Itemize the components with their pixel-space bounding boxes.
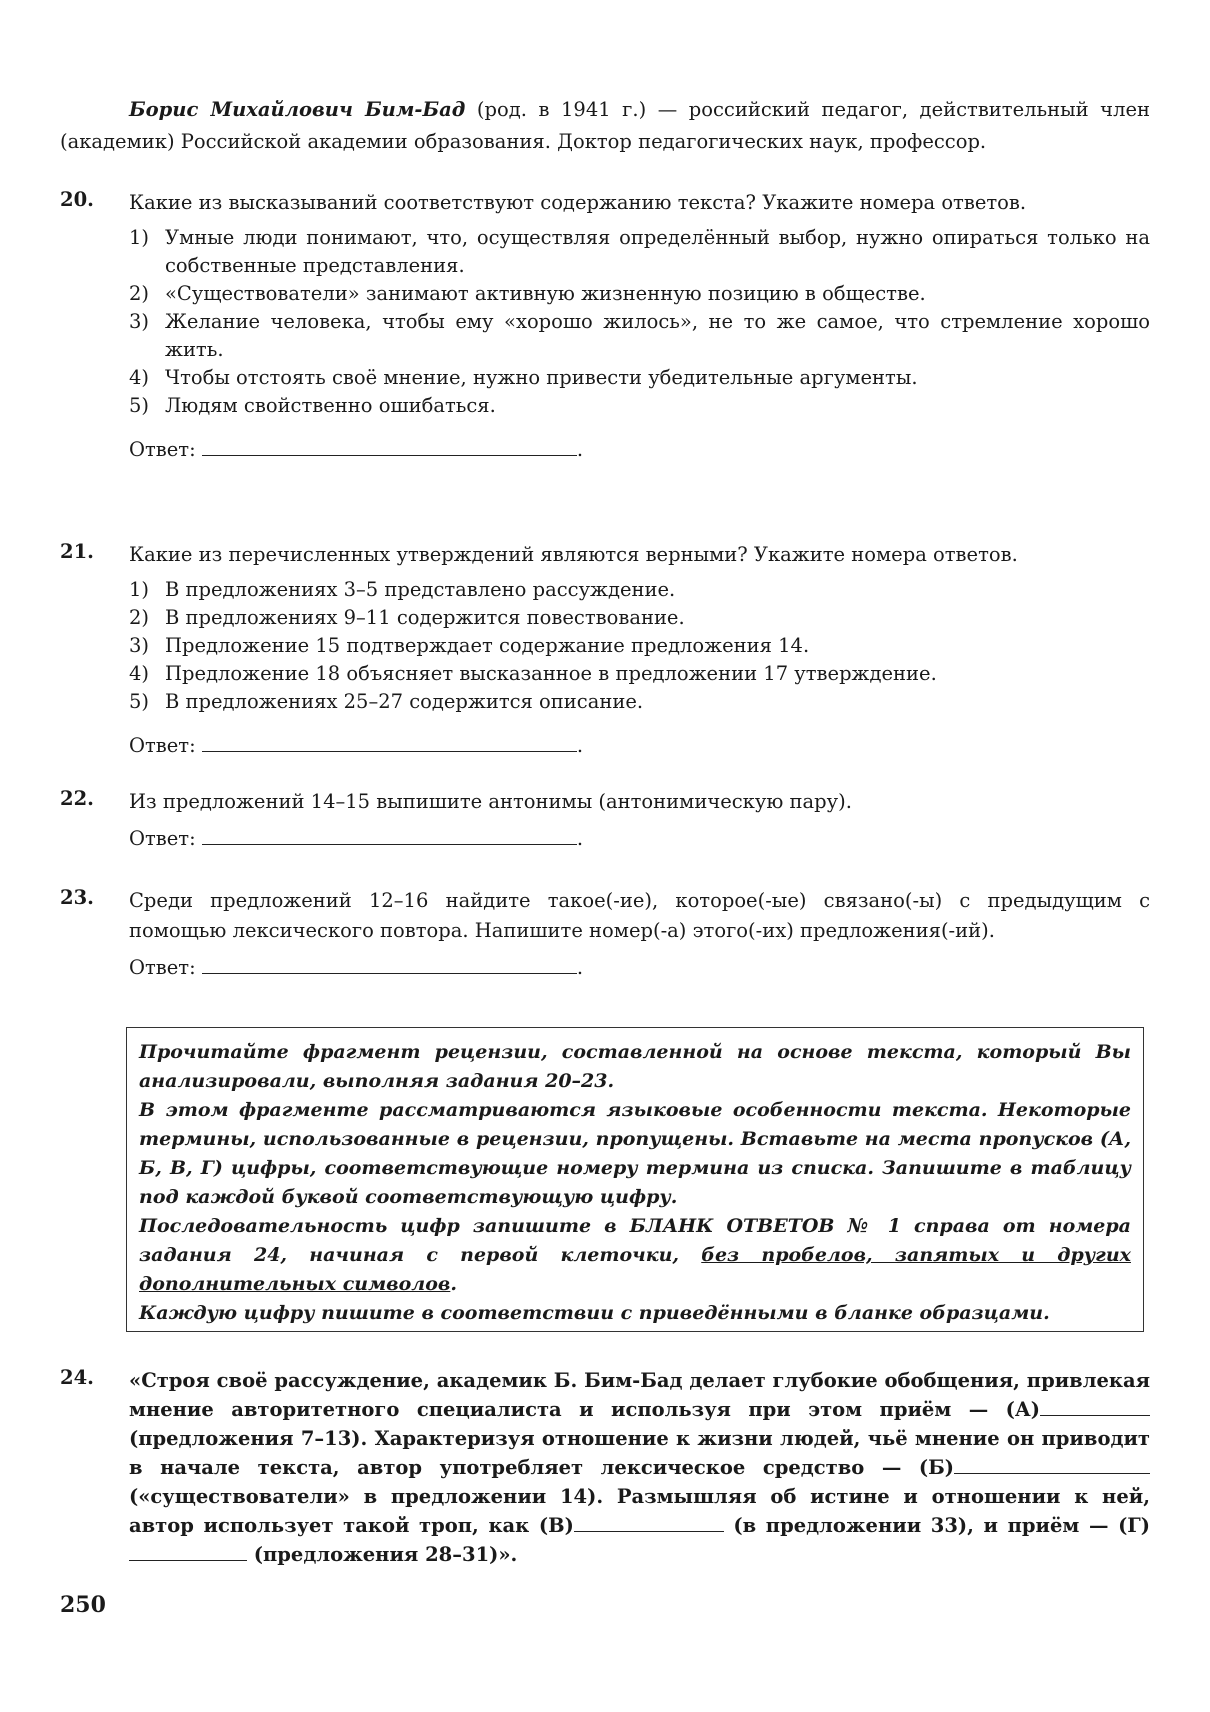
option-item [129,392,1150,420]
task-question: Среди предложений 12–16 найдите такое(-ие), которое(-ые) связано(-ы) с предыдущим с помощью лексического повтора. Напишите номер(-а) этого(-их) предложения(-ий). [129,889,1150,942]
review-text: («существователи» в предложении 14). Размышляя об истине и отношении к ней, автор использует такой троп, как (В) [129,1485,1150,1537]
review-text: (в предложении 33), и приём — (Г) [723,1514,1150,1537]
blank-a[interactable] [1040,1397,1150,1416]
task-22 [60,787,1150,853]
option-text: Предложение 18 объясняет высказанное в предложении 17 утверждение. [165,662,937,685]
option-text: В предложениях 9–11 содержится повествование. [165,606,685,629]
option-text: Людям свойственно ошибаться. [165,394,496,417]
blank-v[interactable] [574,1513,724,1532]
option-number: 4) [129,366,150,389]
answer-field[interactable] [202,826,577,845]
option-item [129,688,1150,716]
instruction-text: Последовательность цифр запишите в БЛАНК ОТВЕТОВ № 1 справа от номера задания 24, начиная с первой клеточки, [139,1215,1131,1266]
page-number: 250 [60,1592,106,1618]
option-text: Желание человека, чтобы ему «хорошо жилось», не то же самое, что стремление хорошо жить. [165,310,1150,361]
option-item [129,660,1150,688]
option-text: Умные люди понимают, что, осуществляя определённый выбор, нужно опираться только на собственные представления. [165,226,1150,277]
instruction-text: . [450,1273,457,1295]
review-text: (предложения 7–13). Характеризуя отношение к жизни людей, чьё мнение он приводит в начале текста, автор употребляет лексическое средство — (Б) [129,1427,1150,1479]
instruction-paragraph [139,1212,1131,1299]
option-item [129,308,1150,364]
task-number: 22. [60,787,94,810]
task-question [129,1366,1150,1569]
answer-field[interactable] [202,733,577,752]
blank-b[interactable] [954,1455,1150,1474]
answer-field[interactable] [202,955,577,974]
task-21 [60,540,1150,760]
task-question: Какие из высказываний соответствуют содержанию текста? Укажите номера ответов. [129,191,1027,214]
answer-field[interactable] [202,437,577,456]
answer-row: Ответ: . [129,827,584,850]
author-bio [60,94,1150,158]
instruction-underlined: без пробелов, запятых и других дополнительных символов [139,1244,1131,1295]
option-text: «Существователи» занимают активную жизненную позицию в обществе. [165,282,926,305]
option-item [129,576,1150,604]
option-item [129,280,1150,308]
answer-row: Ответ: . [129,734,584,757]
task-20 [60,188,1150,464]
review-text: (предложения 28–31)». [247,1543,518,1566]
options-list [129,224,1150,420]
instruction-paragraph: Каждую цифру пишите в соответствии с приведёнными в бланке образцами. [139,1302,1050,1324]
option-item [129,224,1150,280]
task-24 [60,1366,1150,1569]
option-text: В предложениях 25–27 содержится описание. [165,690,644,713]
answer-row: Ответ: . [129,438,584,461]
author-bio-text: (род. в 1941 г.) — российский педагог, действительный член (академик) Российской академии образования. Доктор педагогических наук, профессор. [60,98,1150,153]
options-list [129,576,1150,716]
option-number: 5) [129,690,150,713]
instruction-paragraph: В этом фрагменте рассматриваются языковые особенности текста. Некоторые термины, использованные в рецензии, пропущены. Вставьте на места пропусков (А, Б, В, Г) цифры, соответствующие номеру термина из списка. Запишите в таблицу под каждой буквой соответствующую цифру. [139,1099,1131,1208]
option-number: 1) [129,578,150,601]
task-number: 20. [60,188,94,211]
answer-row: Ответ: . [129,956,584,979]
review-text: «Строя своё рассуждение, академик Б. Бим-Бад делает глубокие обобщения, привлекая мнение авторитетного специалиста и используя при этом приём — (А) [129,1369,1150,1421]
option-number: 4) [129,662,150,685]
blank-g[interactable] [129,1542,247,1561]
option-number: 2) [129,282,150,305]
task-question: Какие из перечисленных утверждений являются верными? Укажите номера ответов. [129,543,1018,566]
author-name: Борис Михайлович Бим-Бад [129,98,466,121]
task-number: 24. [60,1366,94,1389]
answer-label: Ответ: [129,956,196,979]
option-number: 3) [129,634,150,657]
task-23 [60,886,1150,982]
answer-label: Ответ: [129,827,196,850]
option-item [129,364,1150,392]
option-number: 5) [129,394,150,417]
option-number: 3) [129,310,150,333]
task-question: Из предложений 14–15 выпишите антонимы (антонимическую пару). [129,790,852,813]
instruction-paragraph: Прочитайте фрагмент рецензии, составленной на основе текста, который Вы анализировали, выполняя задания 20–23. [139,1041,1131,1092]
task-number: 21. [60,540,94,563]
option-item [129,604,1150,632]
answer-label: Ответ: [129,438,196,461]
option-item [129,632,1150,660]
option-text: В предложениях 3–5 представлено рассуждение. [165,578,676,601]
task-number: 23. [60,886,94,909]
option-text: Чтобы отстоять своё мнение, нужно привести убедительные аргументы. [165,366,918,389]
option-number: 1) [129,226,150,249]
answer-label: Ответ: [129,734,196,757]
option-number: 2) [129,606,150,629]
option-text: Предложение 15 подтверждает содержание предложения 14. [165,634,810,657]
instructions-box [126,1027,1144,1332]
